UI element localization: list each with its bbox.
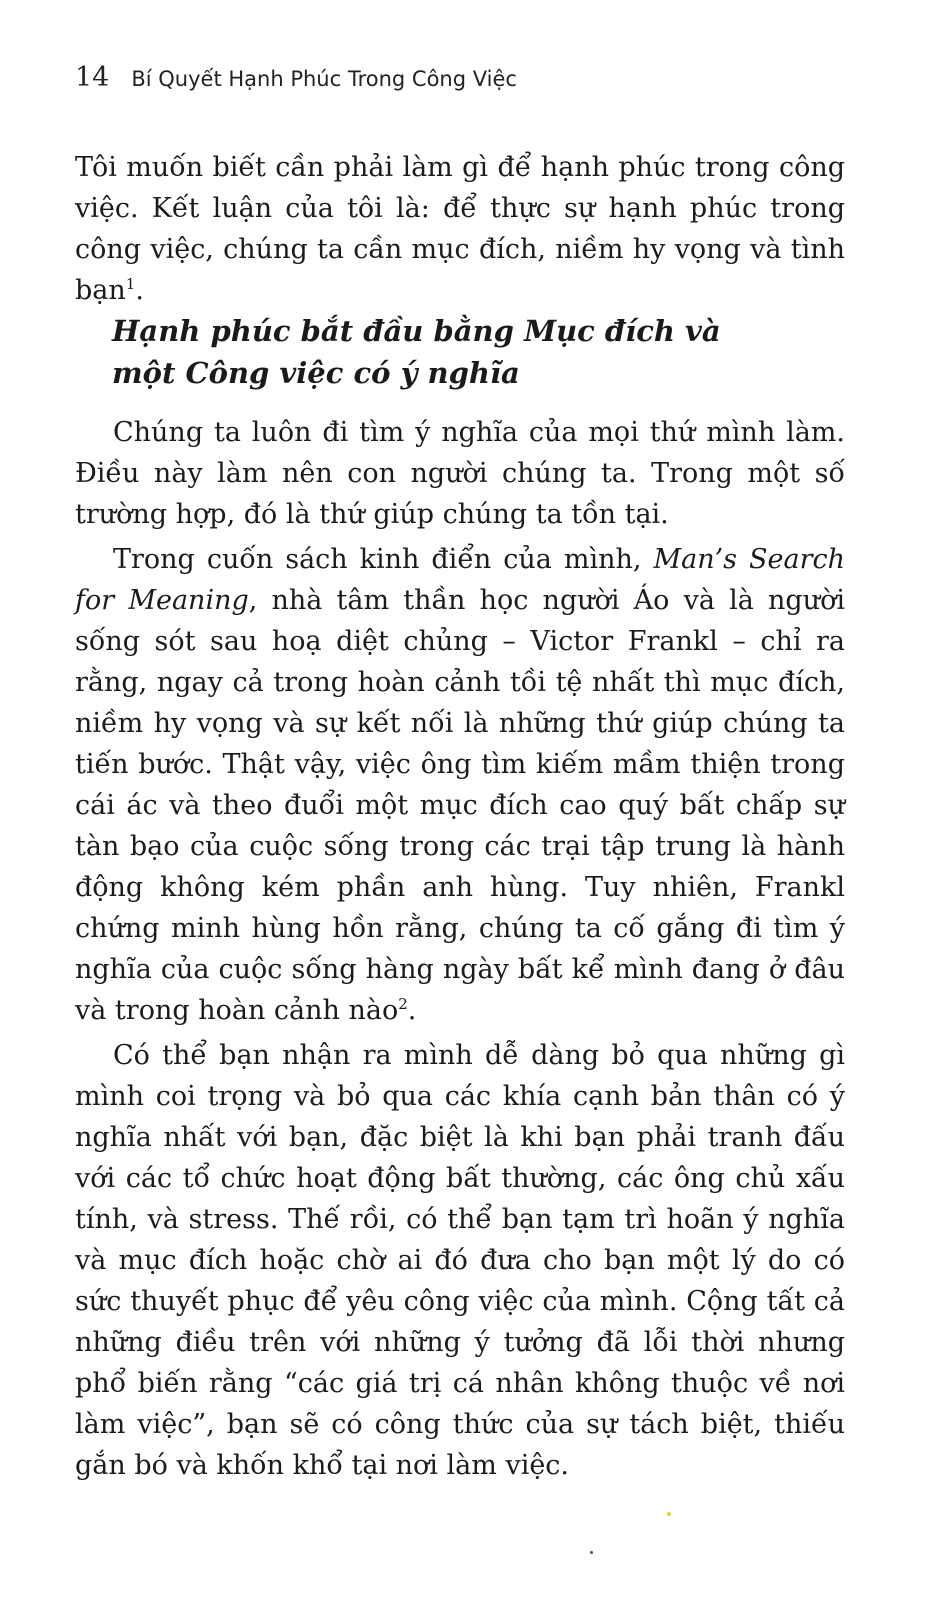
paragraph [75,539,845,1031]
section-heading-line: Hạnh phúc bắt đầu bằng Mục đích và [112,314,721,348]
section-heading-line: một Công việc có ý nghĩa [112,356,520,390]
section-body [75,412,845,1490]
running-header [75,62,517,93]
footnote-marker: 2 [398,995,408,1013]
paragraph-text: Trong cuốn sách kinh điển của mình, [113,544,654,575]
intro-text: Tôi muốn biết cần phải làm gì để hạnh phúc trong công việc. Kết luận của tôi là: để thực sự hạnh phúc trong công việc, chúng ta cần mục đích, niềm hy vọng và tình bạn [75,152,845,306]
book-reference: Man’s Search for Meaning [75,544,845,616]
section-heading [112,310,832,394]
footnote-marker: 1 [125,275,136,293]
page-number: 14 [75,62,110,93]
book-title: Bí Quyết Hạnh Phúc Trong Công Việc [131,67,517,91]
intro-paragraph [75,147,845,311]
paragraph-end: . [407,995,417,1026]
paragraph-text: , nhà tâm thần học người Áo và là người sống sót sau hoạ diệt chủng – Victor Frankl – chỉ ra rằng, ngay cả trong hoàn cảnh tồi tệ nhất thì mục đích, niềm hy vọng và sự kết nối là những thứ giúp chúng ta tiến bước. Thật vậy, việc ông tìm kiếm mầm thiện trong cái ác và theo đuổi một mục đích cao quý bất chấp sự tàn bạo của cuộc sống trong các trại tập trung là hành động không kém phần anh hùng. Tuy nhiên, Frankl chứng minh hùng hồn rằng, chúng ta cố gắng đi tìm ý nghĩa của cuộc sống hàng ngày bất kể mình đang ở đâu và trong hoàn cảnh nào [75,585,845,1026]
scan-speck [667,1512,671,1516]
intro-end: . [135,275,144,306]
paragraph: Có thể bạn nhận ra mình dễ dàng bỏ qua những gì mình coi trọng và bỏ qua các khía cạnh bản thân có ý nghĩa nhất với bạn, đặc biệt là khi bạn phải tranh đấu với các tổ chức hoạt động bất thường, các ông chủ xấu tính, và stress. Thế rồi, có thể bạn tạm trì hoãn ý nghĩa và mục đích hoặc chờ ai đó đưa cho bạn một lý do có sức thuyết phục để yêu công việc của mình. Cộng tất cả những điều trên với những ý tưởng đã lỗi thời nhưng phổ biến rằng “các giá trị cá nhân không thuộc về nơi làm việc”, bạn sẽ có công thức của sự tách biệt, thiếu gắn bó và khốn khổ tại nơi làm việc. [75,1040,845,1481]
paragraph: Chúng ta luôn đi tìm ý nghĩa của mọi thứ mình làm. Điều này làm nên con người chúng ta. Trong một số trường hợp, đó là thứ giúp chúng ta tồn tại. [75,417,845,530]
scan-speck [590,1551,593,1554]
